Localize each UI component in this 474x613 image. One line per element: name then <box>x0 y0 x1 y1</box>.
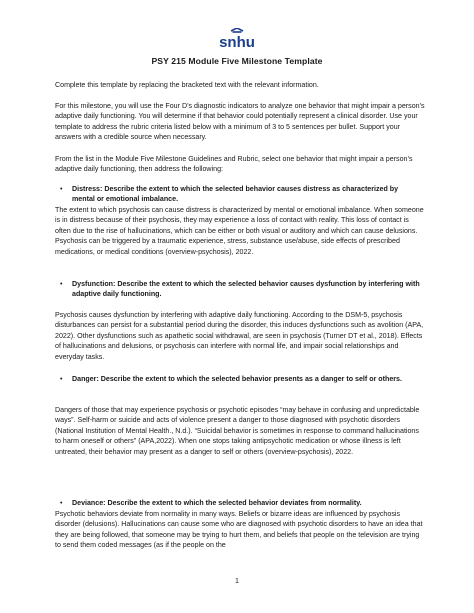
bullet-icon: • <box>60 375 63 383</box>
bullet-icon: • <box>60 499 63 507</box>
intro-selection: From the list in the Module Five Milestone Guidelines and Rubric, select one behavior that might impair a person’s adaptive daily functioning, then address the following: <box>55 155 413 174</box>
intro-instruction: Complete this template by replacing the bracketed text with the relevant information. <box>55 81 319 89</box>
document-title: PSY 215 Module Five Milestone Template <box>151 56 323 66</box>
bullet-icon: • <box>60 185 63 193</box>
deviance-body: Psychotic behaviors deviate from normality in many ways. Beliefs or bizarre ideas are influenced by psychosis disorder (delusions). Hallucinations can cause some who are diagnosed with psychotic disorders to have an idea that they are being followed, that someone may be trying to hurt them, and beliefs that people on the television are trying to send them coded messages (as if the people on the <box>55 510 423 550</box>
bullet-icon: • <box>60 280 63 288</box>
deviance-bullet: • Deviance: Describe the extent to which the selected behavior deviates from normality. <box>60 499 362 507</box>
danger-body: Dangers of those that may experience psychosis or psychotic episodes “may behave in confusing and unpredictable ways”. Self-harm or suicide and acts of violence present a danger to those diagnosed with psychotic disorders (National Institution of Mental Health., N.d.). “Suicidal behavior is sometimes in response to command hallucinations to harm oneself or others” (APA,2022). When one stops taking antipsychotic medication or whose illness is left untreated, their behavior may present as a danger to self or others (overview-psychosis), 2022. <box>55 406 420 456</box>
dysfunction-body: Psychosis causes dysfunction by interfering with adaptive daily functioning. According to the DSM-5, psychosis disturbances can persist for a substantial period during the disorder, this induces dysfunctions such as avolition (APA, 2022). Other dysfunctions such as apathetic social withdrawal, are seen in psychosis (Turner DT et al., 2018). Effects of hallucinations and delusions, or psychosis can interfere with normal life, and impair social relationships and everyday tasks. <box>55 311 424 361</box>
distress-body: The extent to which psychosis can cause distress is characterized by mental or emotional imbalance. When someone is in distress because of their psychosis, they may experience a loss of contact with reality. This loss of contact is often due to the rise of hallucinations, which can be either or both visual or auditory and which can cause delusions. Psychosis can be triggered by a traumatic experience, stress, substance use/abuse, side effects of prescribed medications, or medical conditions (overview-psychosis), 2022. <box>55 206 424 256</box>
intro-description: For this milestone, you will use the Four D’s diagnostic indicators to analyze one behavior that might impair a person’s adaptive daily functioning. You will determine if that behavior could potentially represent a clinical disorder. Use your template to address the rubric criteria listed below with a minimum of 3 to 5 sentences per bullet. Support your answers with a credible source when necessary. <box>55 102 425 142</box>
danger-bullet: • Danger: Describe the extent to which the selected behavior presents as a danger to self or others. <box>60 375 402 383</box>
snhu-logo <box>214 28 260 50</box>
dysfunction-bullet: • Dysfunction: Describe the extent to which the selected behavior causes dysfunction by interfering with adaptive daily functioning. <box>60 280 420 299</box>
page-number: 1 <box>235 577 239 585</box>
logo-text: snhu <box>219 34 255 50</box>
distress-bullet: • Distress: Describe the extent to which the selected behavior causes distress as characterized by mental or emotional imbalance. <box>60 185 399 204</box>
